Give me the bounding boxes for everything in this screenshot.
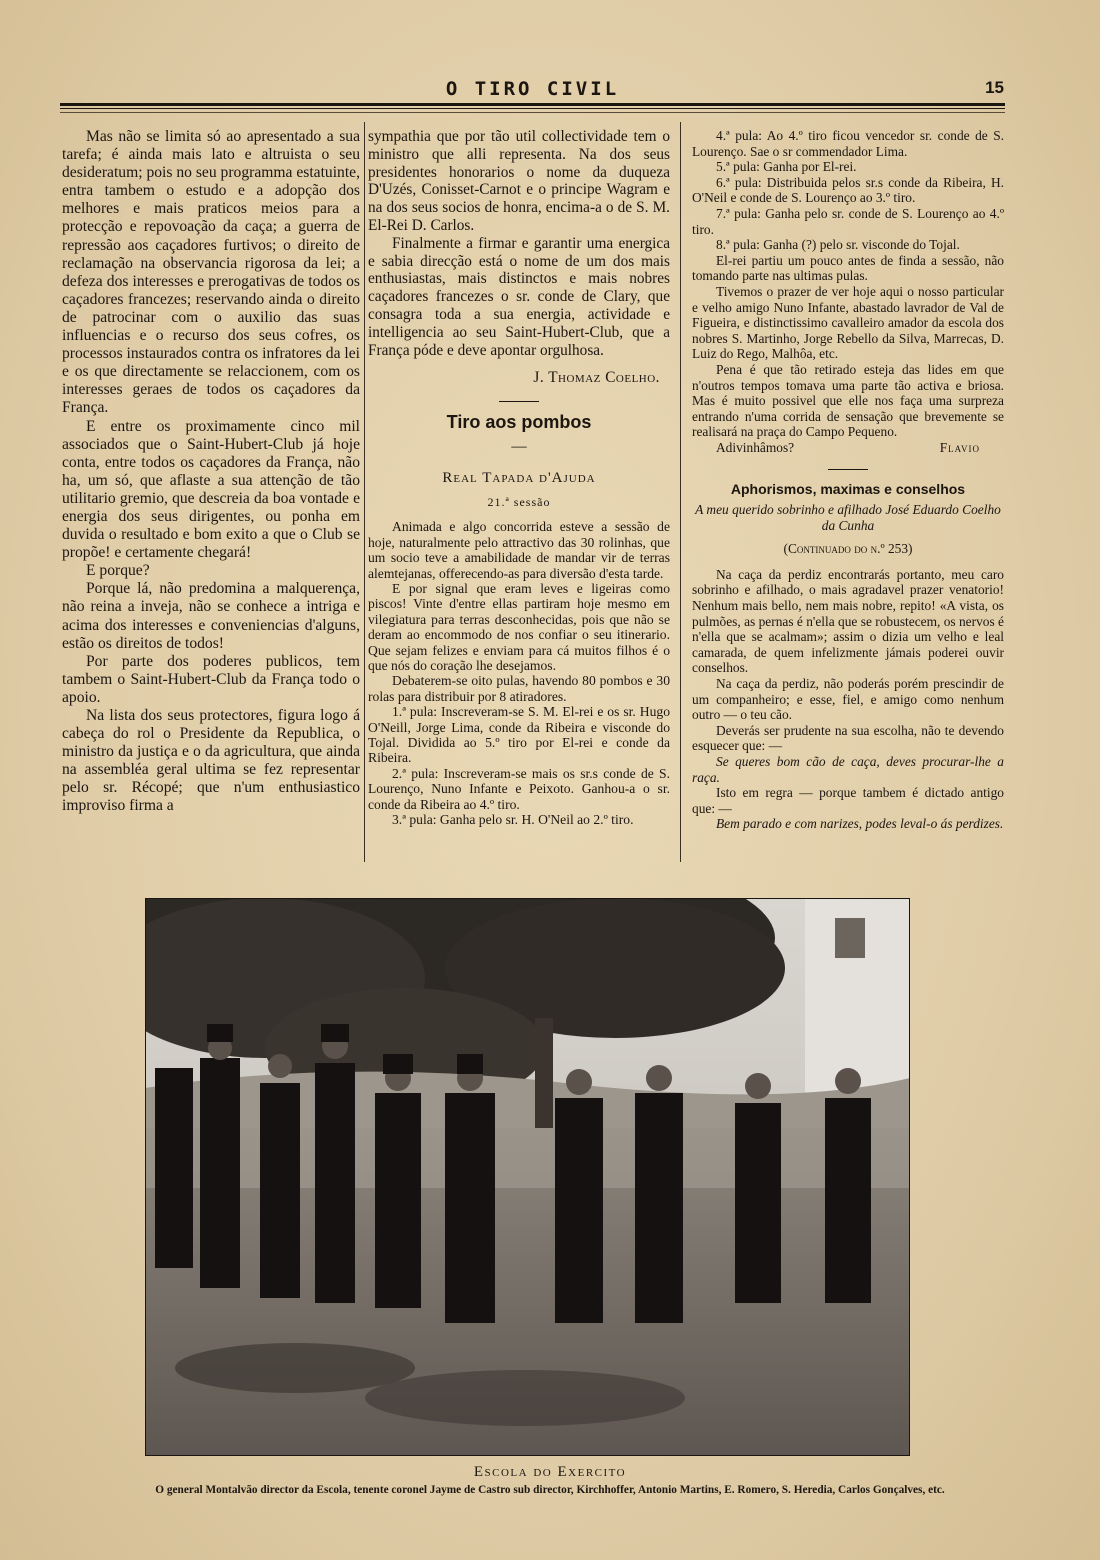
column-divider [364,122,365,862]
paragraph: El-rei partiu um pouco antes de finda a sessão, não tomando parte nas ultimas pulas. [692,252,1004,284]
paragraph: Porque lá, não predomina a malquerença, não reina a inveja, não se conhece a intriga e acima dos interesses e conveniencias d'alguns, estão os direitos de todos! [62,580,360,652]
section-heading: Tiro aos pombos [446,412,592,433]
header-rule [60,103,1005,106]
section-divider [828,469,868,470]
paragraph: E porque? [86,562,150,580]
section-subheading: Real Tapada d'Ajuda [442,469,596,486]
paragraph: Debaterem-se oito pulas, havendo 80 pombos e 30 rolas para distribuir por 8 atiradores. [368,673,670,704]
paragraph: 2.ª pula: Inscreveram-se mais os sr.s conde de S. Lourenço, Nuno Infante e Peixoto. Ganhou-a o sr. conde da Ribeira ao 4.º tiro. [368,765,670,812]
page-number: 15 [985,78,1004,97]
paragraph: 5.ª pula: Ganha por El-rei. [716,159,857,175]
paragraph: Animada e algo concorrida esteve a sessão de hoje, naturalmente pelo attractivo das 30 rolinhas, que um socio teve a amabilidade de mandar vir de terras alemtejanas, offerecendo-as para diversão d'esta tarde. [368,519,670,581]
paragraph: Na caça da perdiz encontrarás portanto, meu caro sobrinho e afilhado, o mais agradavel prazer venatorio! Nenhum mais bello, nem mais nobre, repito! «A vista, os pulmões, as pernas é n'ella que se robustecem, os nervos é n'ella que se acalmam»; assim o dizia um velho e leal camarada, de quem infelizmente jámais poderei ouvir conselhos. [692,566,1004,676]
session-label: 21.ª sessão [487,494,551,509]
paragraph: 7.ª pula: Ganha pelo sr. conde de S. Lourenço ao 4.º tiro. [692,205,1004,237]
photo-caption: O general Montalvão director da Escola, tenente coronel Jayme de Castro sub director, Kirchhoffer, Antonio Martins, E. Romero, S. Heredia, Carlos Gonçalves, etc. [155,1484,945,1496]
photo-caption-title: Escola do Exercito [473,1464,627,1480]
paragraph: Pena é que tão retirado esteja das lides em que n'outros tempos tomava uma parte tão activa e briosa. Mas é muito possivel que elle nos faça uma surpreza entrando n'uma corrida de sensação que brevemente se realisará na praça do Campo Pequeno. [692,361,1004,440]
column-3 [692,128,1004,832]
paragraph: sympathia que por tão util collectividade tem o ministro que alli representa. Na dos seus presidentes honorarios o nome da duqueza D'Uzés, Conisset-Carnot e o principe Wagram e na dos seus socios de honra, encima-a o de S. M. El-Rei D. Carlos. [368,128,670,234]
masthead-title: O TIRO CIVIL [445,78,620,100]
column-2 [368,128,670,827]
column-divider [680,122,681,862]
photo-illustration [145,898,910,1456]
header-rule-faint [60,112,1005,113]
paragraph: Na caça da perdiz, não poderás porém prescindir de um companheiro; e esse, fiel, e amigo como nenhum outro — o teu cão. [692,676,1004,723]
paragraph: 4.ª pula: Ao 4.º tiro ficou vencedor sr. conde de S. Lourenço. Sae o sr commendador Lima. [692,128,1004,159]
paragraph: 6.ª pula: Distribuida pelos sr.s conde da Ribeira, H. O'Neil e conde de S. Lourenço ao 3.º tiro. [692,174,1004,206]
heading-dash: — [511,437,527,455]
section-heading: Aphorismos, maximas e conselhos [730,481,966,498]
paragraph: Na lista dos seus protectores, figura logo á cabeça do rol o Presidente da Republica, o ministro da justiça e o da agricultura, que ainda na assembléa geral ultima se fez representar pelo sr. Récopé; que n'um enthusiastico improviso firma a [62,707,360,815]
paragraph: 8.ª pula: Ganha (?) pelo sr. visconde do Tojal. [716,237,960,253]
closing-question: Adivinhâmos? [716,439,795,455]
group-photograph [145,898,910,1456]
dedication: A meu querido sobrinho e afilhado José Eduardo Coelho da Cunha [695,502,1001,533]
author-signature: Flavio [939,439,980,455]
continued-note: (Continuado do n.º 253) [783,541,913,557]
paragraph: Tivemos o prazer de ver hoje aqui o nosso particular e velho amigo Nuno Infante, abastado lavrador de Val de Figueira, e distinctissimo cavalleiro amador da escola dos nobres S. Martinho, Jorge Rebello da Silva, Marrecas, D. Luiz do Rego, Malhôa, etc. [692,283,1004,362]
proverb: Se queres bom cão de caça, deves procurar-lhe a raça. [692,753,1004,785]
paragraph: Isto em regra — porque tambem é dictado antigo que: — [692,785,1004,816]
paragraph: 1.ª pula: Inscreveram-se S. M. El-rei e os sr. Hugo O'Neill, Jorge Lima, conde da Ribeira e visconde do Tojal. Dividida ao 5.º tiro por El-rei e conde da Ribeira. [368,704,670,766]
section-divider [499,401,539,402]
paragraph: E por signal que eram leves e ligeiras como piscos! Vinte d'entre ellas partiram hoje mesmo em vilegiatura para terras desconhecidas, pois que não se deram ao encommodo de nos confiar o seu itinerario. Que sejam felizes e enviam para cá muitos filhos é o que nós do coração lhe desejamos. [368,580,670,673]
author-signature: J. Thomaz Coelho. [533,369,660,387]
paragraph: E entre os proximamente cinco mil associados que o Saint-Hubert-Club já hoje conta, entre todos os caçadores da França, não ha, um só, que aflaste a sua attenção de tão utilitario gremio, que descreia da boa vontade e energia dos seus dirigentes, ou ponha em duvida o resultado e bom exito a que o Club se propõe! e certamente chegará! [62,417,360,562]
closing-line [692,440,1004,456]
paragraph: Deverás ser prudente na sua escolha, não te devendo esquecer que: — [692,722,1004,754]
paragraph: Por parte dos poderes publicos, tem tambem o Saint-Hubert-Club da França todo o apoio. [62,652,360,706]
paragraph: Finalmente a firmar e garantir uma energica e sabia direcção está o nome de um dos mais enthusiastas, mais distinctos e mais nobres caçadores francezes o sr. conde de Clary, que consagra toda a sua energia, actividade e intelligencia ao seu Saint-Hubert-Club, que a França póde e deve apontar orgulhosa. [368,234,670,359]
proverb: Bem parado e com narizes, podes leval-o ás perdizes. [716,816,1004,832]
column-1 [62,128,360,816]
paragraph: Mas não se limita só ao apresentado a sua tarefa; é ainda mais lato e altruista o seu desideratum; pois no seu programma estatuinte, entra tambem o estudo e a adopção dos melhores e mais praticos meios para a protecção e repovoação da caça; a guerra de repressão aos caçadores furtivos; o direito de reclamação na observancia rigorosa da lei; a defeza dos interesses e prerogativas de todos os caçadores francezes; reservando ainda o direito de patrocinar com o auxilio das suas influencias e o recurso dos seus cofres, os processos instaurados contra os infratores da lei e os que directamente se relaccionem, com os interesses geraes de todos os caçadores da França. [62,128,360,417]
paragraph: 3.ª pula: Ganha pelo sr. H. O'Neil ao 2.º tiro. [392,812,634,828]
header-rule-thin [60,108,1005,109]
